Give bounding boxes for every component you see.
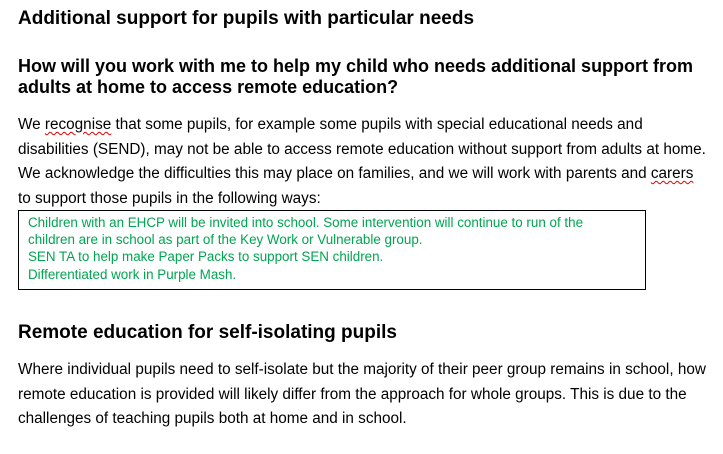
support-line: Children with an EHCP will be invited into school. Some intervention will continue to run of the	[28, 215, 584, 230]
remote-education-paragraph: Where individual pupils need to self-isolate but the majority of their peer group remains in school, how remote education is provided will likely differ from the approach for whole groups. This is due to the challenges of teaching pupils both at home and in school.	[18, 361, 706, 427]
question-heading: How will you work with me to help my child who needs additional support from adults at home to access remote education?	[18, 56, 694, 97]
spelling-flagged-word: carers	[650, 165, 694, 182]
support-line: children are in school as part of the Key Work or Vulnerable group.	[28, 232, 423, 248]
remote-education-heading: Remote education for self-isolating pupils	[18, 322, 397, 343]
support-line: Differentiated work in Purple Mash.	[28, 266, 237, 282]
section-title: Additional support for pupils with particular needs	[18, 8, 475, 29]
intro-text-part2: that some pupils, for example some pupils with special educational needs and disabilities (SEND), may not be able to access remote education without support from adults at home. We acknowledge the difficulties this may place on families, and we will work with parents and	[18, 116, 706, 182]
intro-paragraph	[18, 113, 710, 211]
support-line: SEN TA to help make Paper Packs to support SEN children.	[28, 249, 384, 265]
spelling-flagged-word: recognise	[44, 116, 112, 133]
intro-text-part1: We	[18, 116, 45, 133]
support-details-box	[18, 210, 646, 290]
intro-text-part3: to support those pupils in the following ways:	[18, 189, 321, 207]
